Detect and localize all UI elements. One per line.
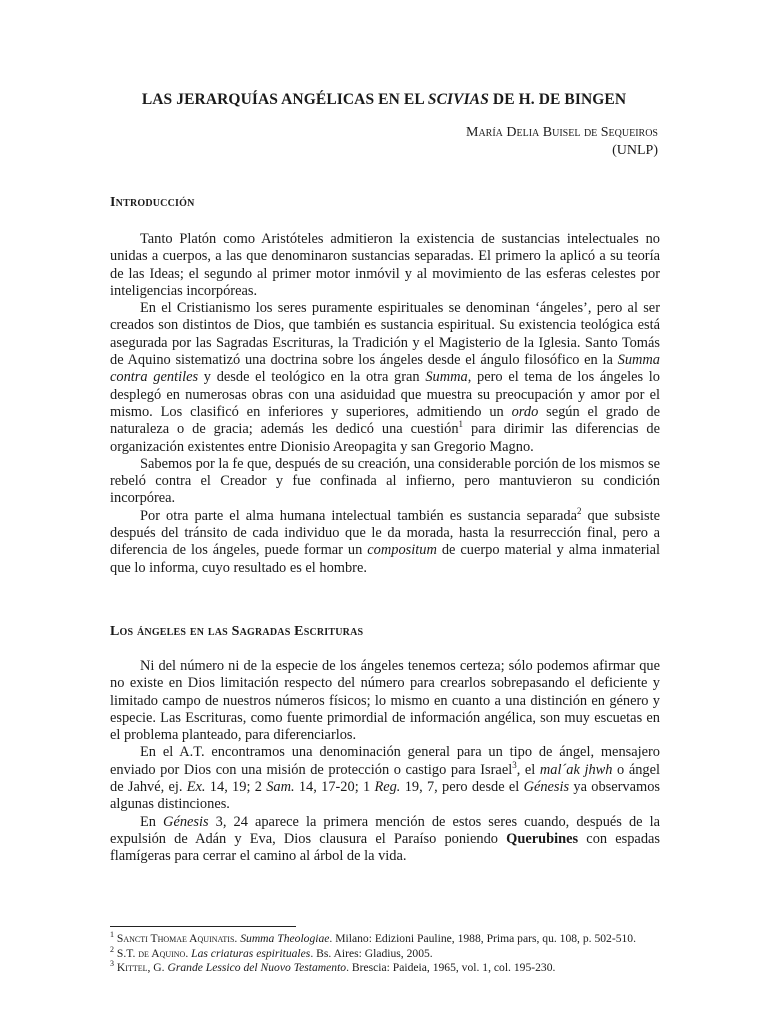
title-text: LAS JERARQUÍAS ANGÉLICAS EN EL xyxy=(141,91,428,108)
author-affiliation: (UNLP) xyxy=(612,143,658,158)
paragraph: Ni del número ni de la especie de los ángeles tenemos certeza; sólo podemos afirmar que no existe en Dios limitación respecto del número para crearlos sobrepasando el deficiente y limitado campo de nuestros números físicos; lo mismo en cuanto a una distinción en género y especie. Las Escrituras, como fuente primordial de información angélica, son muy escuetas en el problema planteado, para diferenciarlos. xyxy=(110,658,660,744)
footnote-ref: 1 xyxy=(458,419,464,430)
footnotes xyxy=(110,932,660,976)
title-text-end: DE H. DE BINGEN xyxy=(488,91,627,108)
footnote-ref: 2 xyxy=(577,505,582,516)
footnote-rule xyxy=(110,926,296,927)
section-heading-introduction: Introducción xyxy=(110,195,195,210)
author-name: María Delia Buisel de Sequeiros xyxy=(466,125,658,140)
section-heading-angels-scriptures: Los ángeles en las Sagradas Escrituras xyxy=(110,624,364,639)
paragraph: En Génesis 3, 24 aparece la primera mención de estos seres cuando, después de la expulsión de Adán y Eva, Dios clausura el Paraíso poniendo Querubines con espadas flamígeras para cerrar el camino al árbol de la vida. xyxy=(110,813,660,865)
paragraph: Por otra parte el alma humana intelectual también es sustancia separada$^2$ que subsiste después del tránsito de cada individuo que le da morada, hasta la resurrección final, pero a diferencia de los ángeles, puede formar un compositum de cuerpo material y alma inmaterial que lo informa, cuyo resultado es el hombre. xyxy=(110,505,661,576)
author-block xyxy=(466,124,658,160)
angels-scriptures-body xyxy=(110,658,660,866)
footnote-2: $^2$ S.T. de Aquino. Las criaturas espirituales. Bs. Aires: Gladius, 2005. xyxy=(110,944,433,960)
title-italic-text: SCIVIAS xyxy=(427,91,489,108)
introduction-body xyxy=(110,231,660,577)
footnote-3: $^3$ Kittel, G. Grande Lessico del Nuovo Testamento. Brescia: Paideia, 1965, vol. 1, col. 195-230. xyxy=(110,959,556,974)
paragraph: Tanto Platón como Aristóteles admitieron la existencia de sustancias intelectuales no unidas a cuerpos, a las que denominaron sustancias separadas. El primero la aplicó a su teoría de las Ideas; el segundo al primer motor inmóvil y al movimiento de las esferas celestes por inteligencias incorpóreas. xyxy=(110,231,660,299)
paragraph: En el Cristianismo los seres puramente espirituales se denominan ‘ángeles’, pero al ser creados son distintos de Dios, que también es sustancia espiritual. Su existencia teológica está asegurada por las Sagradas Escrituras, la Tradición y el Magisterio de la Iglesia. Santo Tomás de Aquino sistematizó una doctrina sobre los ángeles desde el ángulo filosófico en la Summa contra gentiles y desde el teológico en la otra gran Summa, pero el tema de los ángeles lo desplegó en numerosas obras con una asiduidad que muestra su preocupación y amor por el mismo. Los clasificó en inferiores y superiores, admitiendo un ordo según el grado de naturaleza o de gracia; además les dedicó una cuestión$^1$ para dirimir las diferencias de organización existentes entre Dionisio Areopagita y san Gregorio Magno. xyxy=(110,300,660,455)
footnote-ref: 3 xyxy=(512,759,517,770)
footnote-1: $^1$ Sancti Thomae Aquinatis. Summa Theologiae. Milano: Edizioni Pauline, 1988, Prima pars, qu. 108, p. 502-510. xyxy=(110,930,636,945)
paragraph: Sabemos por la fe que, después de su creación, una considerable porción de los mismos se rebeló contra el Creador y fue confinada al infierno, pero mantuvieron su condición incorpórea. xyxy=(110,455,660,507)
paragraph: En el A.T. encontramos una denominación general para un tipo de ángel, mensajero enviado por Dios con una misión de protección o castigo para Israel$^3$, el mal´ak jhwh o ángel de Jahvé, ej. Ex. 14, 19; 2 Sam. 14, 17-20; 1 Reg. 19, 7, pero desde el Génesis ya observamos algunas distinciones. xyxy=(110,744,660,813)
paper-title xyxy=(0,91,768,109)
